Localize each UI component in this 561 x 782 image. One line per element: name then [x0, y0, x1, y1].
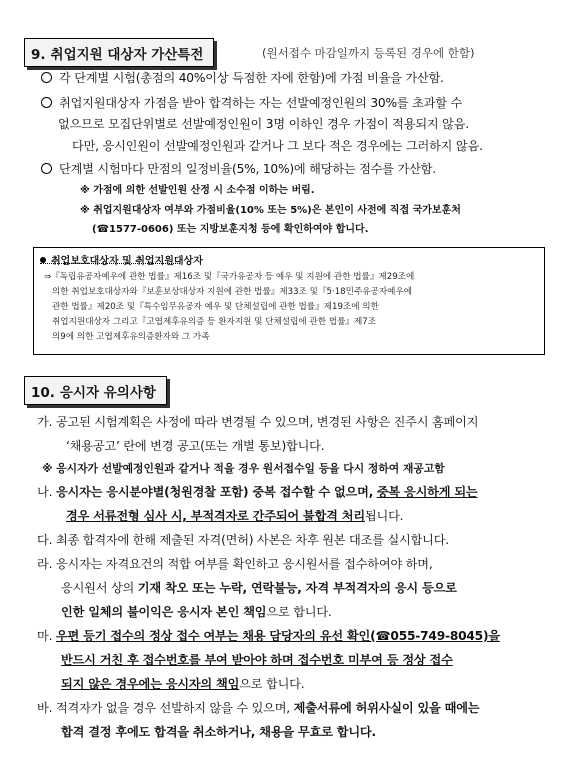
eligibility-box-line-5: 의9에 의한 고엽제후유의증환자와 그 가족 [52, 332, 210, 342]
item-ra-cont-1: 응시원서 상의 기재 착오 또는 누락, 연락불능, 자격 부적격자의 응시 등으로 [61, 581, 457, 595]
item-ma-marker: 마. [37, 629, 53, 643]
section-9-item-2-cont-2: 다만, 응시인원이 선발예정인원과 같거나 그 보다 적은 경우에는 그러하지 않음. [72, 139, 483, 153]
item-na-cont: 경우 서류전형 심사 시, 부적격자로 간주되어 불합격 처리됩니다. [66, 509, 404, 523]
section-9-item-2-cont-1: 없으므로 모집단위별로 선발예정인원이 3명 이하인 경우 가점이 적용되지 않음. [58, 117, 469, 131]
section-9-remark-2: ※ 취업지원대상자 여부와 가점비율(10% 또는 5%)은 본인이 사전에 직접 국가보훈처 [80, 205, 461, 216]
section-10-title: 응시자 유의사항 [59, 385, 156, 401]
eligibility-box-line-2: 의한 취업보호대상자와『보훈보상대상자 지원에 관한 법률』제33조 및『5·18민주유공자예우에 [52, 287, 413, 297]
circle-bullet-icon [41, 72, 52, 83]
section-9-number: 9. [31, 47, 46, 63]
item-ra-cont-2: 인한 일체의 불이익은 응시자 본인 책임으로 합니다. [61, 605, 332, 619]
item-ga-cont: ‘채용공고’ 란에 변경 공고(또는 개별 통보)합니다. [66, 439, 325, 453]
eligibility-box-line-3: 관한 법률』제20조 및『특수임무유공자 예우 및 단체설립에 관한 법률』제19조에 의한 [52, 302, 379, 312]
item-na: 나. 응시자는 응시분야별(청원경찰 포함) 중복 접수할 수 없으며, 중복 응시하게 되는 [37, 485, 478, 499]
section-9-item-1: 각 단계별 시험(총점의 40%이상 득점한 자에 한함)에 가점 비율을 가산함. [41, 68, 444, 88]
item-da: 다. 최종 합격자에 한해 제출된 자격(면허) 사본은 차후 원본 대조를 실시합니다. [37, 533, 449, 547]
item-ba-cont: 합격 결정 후에도 합격을 취소하거나, 채용을 무효로 합니다. [61, 725, 376, 739]
section-9-title: 취업지원 대상자 가산특전 [50, 47, 204, 63]
item-ma-cont-2: 되지 않은 경우에는 응시자의 책임으로 합니다. [61, 677, 305, 691]
eligibility-box [33, 247, 545, 355]
item-ga-remark: ※ 응시자가 선발예정인원과 같거나 적을 경우 원서접수일 등을 다시 정하여 재공고함 [42, 462, 445, 475]
section-9-remark-3: (☎1577-0606) 또는 지방보훈지청 등에 확인하여야 합니다. [92, 224, 369, 235]
section-9-note: (원서접수 마감일까지 등록된 경우에 한함) [262, 46, 475, 60]
item-ma-cont-1: 반드시 거친 후 접수번호를 부여 받아야 하며 접수번호 미부여 등 정상 접수 [61, 653, 453, 667]
circle-bullet-icon [41, 97, 52, 108]
item-ba: 바. 적격자가 없을 경우 선발하지 않을 수 있으며, 제출서류에 허위사실이 있을 때에는 [37, 701, 480, 715]
eligibility-box-line-4: 취업지원대상자 그리고『고엽제후유의증 등 환자지원 및 단체설립에 관한 법률』제7조 [52, 317, 377, 327]
section-10-number: 10. [31, 385, 55, 401]
eligibility-box-title: 취업보호대상자 및 취업지원대상자 [40, 252, 203, 267]
section-9-heading [24, 38, 214, 67]
item-ma: 마. 우편 등기 접수의 정상 접수 여부는 채용 담당자의 유선 확인(☎055-749-8045)을 [37, 629, 500, 643]
box-title-underline [40, 263, 180, 264]
section-9-remark-1: ※ 가점에 의한 선발인원 산정 시 소수점 이하는 버림. [80, 185, 315, 196]
item-ra-marker: 라. [37, 557, 53, 571]
section-10-heading [24, 376, 167, 405]
item-na-marker: 나. [37, 485, 53, 499]
circle-bullet-icon [41, 163, 52, 174]
section-9-item-3: 단계별 시험마다 만점의 일정비율(5%, 10%)에 해당하는 점수를 가산함. [41, 159, 436, 179]
item-ga-marker: 가. [37, 415, 53, 429]
item-da-marker: 다. [37, 533, 53, 547]
item-ba-marker: 바. [37, 701, 53, 715]
item-ga: 가. 공고된 시험계획은 사정에 따라 변경될 수 있으며, 변경된 사항은 진주시 홈페이지 [37, 415, 479, 429]
item-ra: 라. 응시자는 자격요건의 적합 여부를 확인하고 응시원서를 접수하여야 하며, [37, 557, 433, 571]
section-9-item-2: 취업지원대상자 가점을 받아 합격하는 자는 선발예정인원의 30%를 초과할 수 [41, 93, 462, 113]
eligibility-box-line-1: ⇒『독립유공자예우에 관한 법률』제16조 및『국가유공자 등 예우 및 지원에 관한 법률』제29조에 [44, 272, 415, 282]
